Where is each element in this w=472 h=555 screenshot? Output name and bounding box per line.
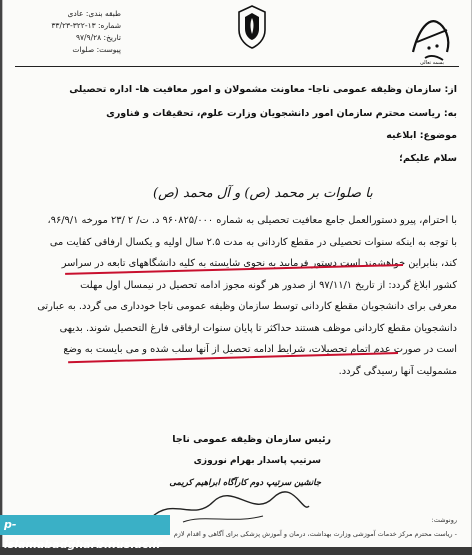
body-line: با احترام، پیرو دستورالعمل جامع معافیت تحصیلی به شماره ۹۶۰۸۲۵/۰۰۰ د. ت/ ۲ /۲۳ مورخه ۹۶/۹/۱، [47,215,457,226]
meta-date: تاریخ: ۹۷/۹/۲۸ [75,33,121,42]
signature-name: سرتیپ پاسدار بهرام نوروزی [193,456,321,466]
subject-line: موضوع: ابلاغیه [386,130,457,141]
site-watermark: p-islamabadgharb.nus.ac.ir [0,515,170,535]
body-line: مشمولیت آنها رسیدگی گردد. [338,365,457,377]
cc-label: رونوشت: [431,516,457,524]
salawat-line: با صلوات بر محمد (ص) و آل محمد (ص) [153,186,373,201]
to-line: به: ریاست محترم سازمان امور دانشجویان وزارت علوم، تحقیقات و فناوری [106,108,457,119]
body-line: با توجه به اینکه سنوات تحصیلی در مقطع کاردانی به مدت ۲.۵ سال اولیه و یکسال ارفاقی کفایت می [49,236,457,248]
meta-number: شماره: ۱۳-۳۲۲-۳۳/۲۳ [51,21,121,30]
letter-page [2,0,472,547]
greeting-line: سلام علیکم؛ [399,153,457,164]
signature-title: رئیس سازمان وظیفه عمومی ناجا [172,434,331,445]
body-line: است در صورت عدم اتمام تحصیلات، شرایط ادامه تحصیل از آنها سلب شده و می بایست به وضع [63,344,457,355]
bismillah-calligraphy [407,8,457,66]
naja-emblem-icon [235,4,269,50]
body-line: معرفی برای دانشجویان مقطع کاردانی توسط سازمان وظیفه عمومی ناجا خودداری می گردد. به عبارتی [37,301,457,312]
cc-line: - ریاست محترم مرکز خدمات آموزشی وزارت بهداشت، درمان و آموزش پزشکی برای آگاهی و اقدام لازم [173,530,457,538]
body-line: دانشجویان مقطع کاردانی موظف هستند حداکثر تا پایان سنوات ارفاقی فارغ التحصیل شوند. بدیهی [59,322,457,334]
signature-deputy: جانشین سرتیپ دوم کارآگاه ابراهیم کریمی [169,478,321,488]
header-rule [15,66,459,67]
from-line: از: سازمان وظیفه عمومی ناجا- معاونت مشمولان و امور معافیت ها- اداره تحصیلی [69,84,457,95]
letter-meta [11,8,121,56]
meta-classification: طبقه بندی: عادی [67,9,121,18]
bismillah-text: بسمه تعالی [419,60,445,66]
meta-attachment: پیوست: صلوات [72,45,121,54]
body-line: کشور ابلاغ گردد: از تاریخ ۹۷/۱۱/۱ از صدور هر گونه مجوز ادامه تحصیل در نیمسال اول مهلت [80,279,457,291]
body-line: کند، بنابراین خواهشمند است دستور فرمایید به نحوی شایسته به کلیه دانشگاههای تابعه در سراسر [61,258,457,269]
